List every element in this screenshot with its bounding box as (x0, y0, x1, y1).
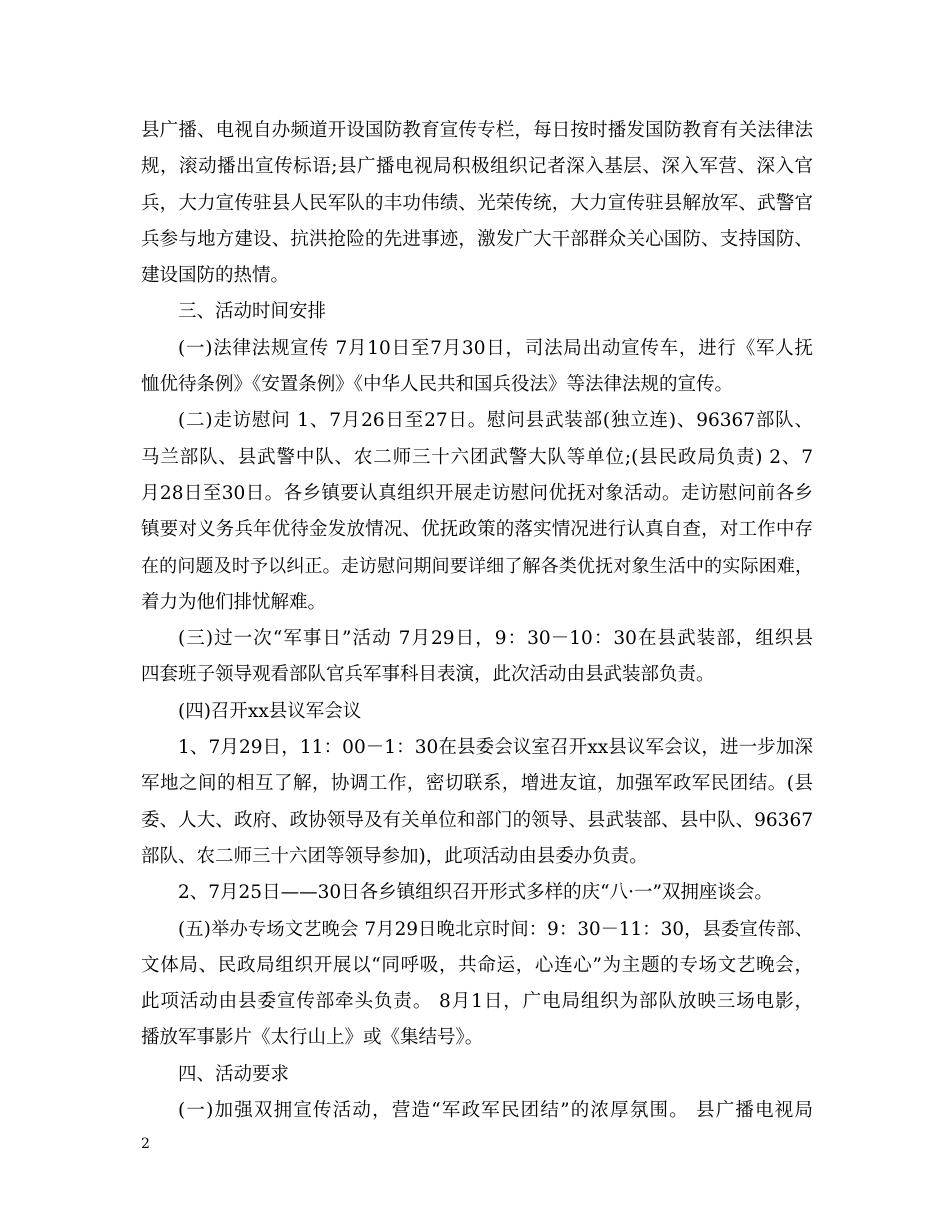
paragraph-line: 部队、农二师三十六团等领导参加)，此项活动由县委办负责。 (141, 845, 648, 867)
paragraph-line: 县广播、电视自办频道开设国防教育宣传专栏，每日按时播发国防教育有关法律法 (141, 120, 813, 141)
paragraph-line: 镇要对义务兵年优待金发放情况、优抚政策的落实情况进行认真自查，对工作中存 (141, 519, 813, 541)
paragraph-line: 兵，大力宣传驻县人民军队的丰功伟绩、光荣传统，大力宣传驻县解放军、武警官 (141, 192, 813, 214)
page-number: 2 (141, 1136, 150, 1152)
paragraph-line: 1、7月29日，11：00－1：30在县委会议室召开xx县议军会议，进一步加深 (178, 737, 813, 759)
paragraph-line: 马兰部队、县武警中队、农二师三十六团武警大队等单位;(县民政局负责) 2、7 (141, 446, 813, 468)
paragraph-line: 文体局、民政局组织开展以“同呼吸，共命运，心连心”为主题的专场文艺晚会， (141, 954, 813, 976)
paragraph-line: 此项活动由县委宣传部牵头负责。 8月1日，广电局组织为部队放映三场电影， (141, 991, 813, 1013)
paragraph-line: (三)过一次“军事日”活动 7月29日，9：30－10：30在县武装部，组织县 (178, 628, 813, 650)
paragraph-line: 委、人大、政府、政协领导及有关单位和部门的领导、县武装部、县中队、96367 (141, 809, 813, 831)
paragraph-line: 2、7月25日——30日各乡镇组织召开形式多样的庆“八·一”双拥座谈会。 (178, 882, 773, 904)
paragraph-line: (二)走访慰问 1、7月26日至27日。慰问县武装部(独立连)、96367部队、 (178, 410, 813, 432)
section-heading: 四、活动要求 (178, 1063, 290, 1085)
section-heading: 三、活动时间安排 (178, 301, 327, 323)
document-body (141, 113, 813, 1129)
paragraph-line: 兵参与地方建设、抗洪抢险的先进事迹，激发广大干部群众关心国防、支持国防、 (141, 228, 813, 250)
paragraph-line: 播放军事影片《太行山上》或《集结号》。 (141, 1027, 484, 1049)
paragraph-line: 恤优待条例》《安置条例》《中华人民共和国兵役法》等法律法规的宣传。 (141, 374, 734, 396)
subsection-heading: (四)召开xx县议军会议 (178, 700, 362, 722)
paragraph-line: 建设国防的热情。 (141, 265, 290, 287)
paragraph-line: 规，滚动播出宣传标语;县广播电视局积极组织记者深入基层、深入军营、深入官 (141, 156, 813, 178)
paragraph-line: 着力为他们排忧解难。 (141, 591, 327, 613)
paragraph-line: 四套班子领导观看部队官兵军事科目表演，此次活动由县武装部负责。 (141, 664, 715, 686)
paragraph-line: (一)加强双拥宣传活动，营造“军政军民团结”的浓厚氛围。 县广播电视局 (178, 1100, 813, 1122)
paragraph-line: (五)举办专场文艺晚会 7月29日晚北京时间：9：30－11：30，县委宣传部、 (178, 918, 813, 940)
paragraph-line: 在的问题及时予以纠正。走访慰问期间要详细了解各类优抚对象生活中的实际困难， (141, 555, 813, 577)
paragraph-line: 月28日至30日。各乡镇要认真组织开展走访慰问优抚对象活动。走访慰问前各乡 (141, 482, 813, 504)
paragraph-line: 军地之间的相互了解，协调工作，密切联系，增进友谊，加强军政军民团结。(县 (141, 773, 813, 795)
paragraph-line: (一)法律法规宣传 7月10日至7月30日，司法局出动宣传车，进行《军人抚 (178, 337, 813, 359)
